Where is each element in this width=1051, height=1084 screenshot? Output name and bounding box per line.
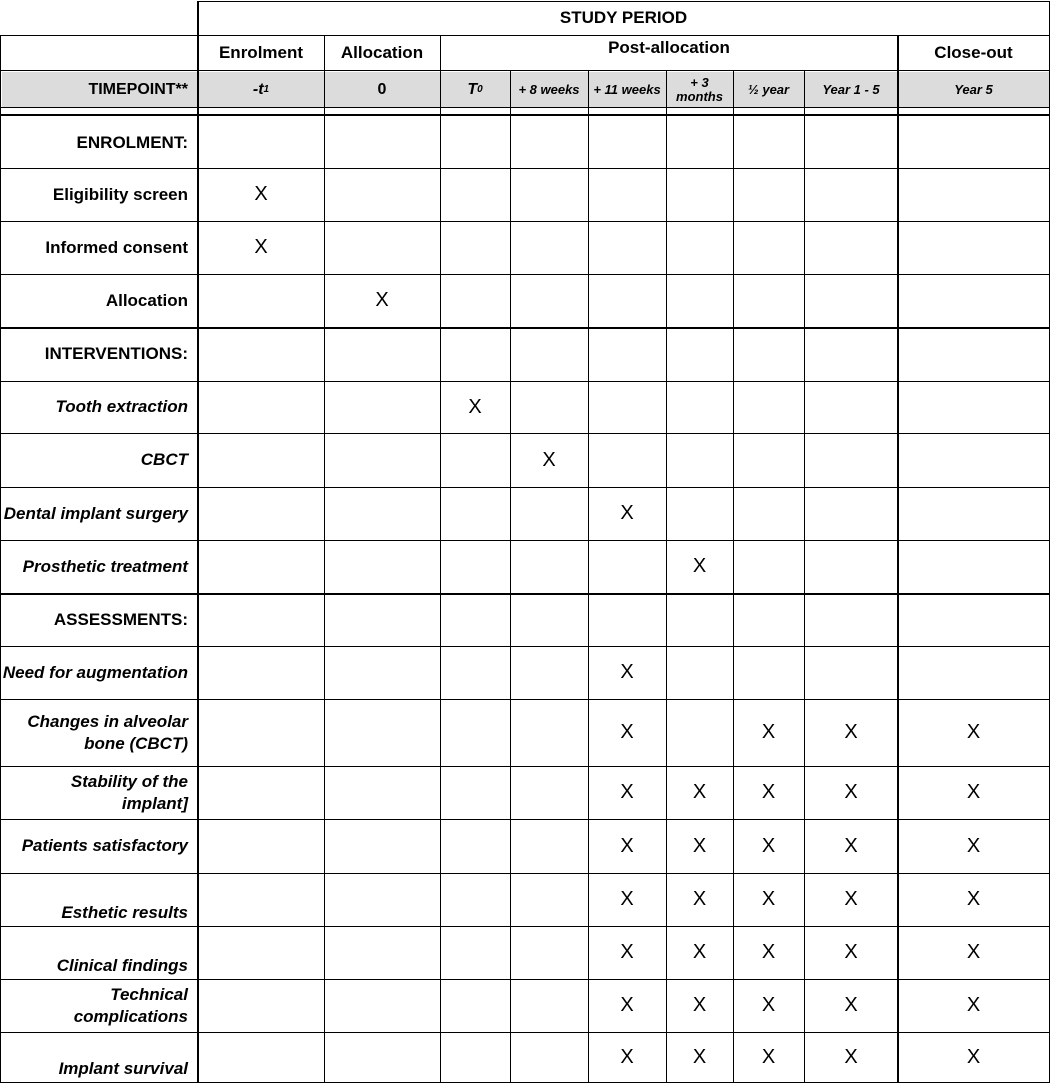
grid-line bbox=[440, 35, 441, 1083]
row-label: Informed consent bbox=[45, 237, 188, 257]
timepoint-cell: T 0 bbox=[440, 72, 510, 107]
schedule-mark: X bbox=[620, 834, 634, 857]
row-label: Allocation bbox=[105, 290, 188, 310]
post-allocation-header: Post-allocation bbox=[608, 38, 730, 57]
row-label: Patients satisfactory bbox=[21, 836, 188, 855]
schedule-mark: X bbox=[692, 781, 707, 803]
schedule-mark: X bbox=[692, 834, 707, 857]
timepoint-cell: Year 5 bbox=[898, 72, 1049, 107]
row-label: Technical complications bbox=[73, 984, 188, 1026]
schedule-mark: X bbox=[844, 721, 858, 743]
grid-line bbox=[0, 766, 1049, 767]
section-heading: ASSESSMENTS: bbox=[53, 609, 188, 629]
row-label: Eligibility screen bbox=[52, 184, 188, 204]
schedule-mark: X bbox=[966, 781, 981, 803]
grid-line bbox=[0, 433, 1049, 434]
grid-line bbox=[897, 35, 899, 1083]
grid-line bbox=[0, 114, 1049, 116]
schedule-mark: X bbox=[375, 289, 389, 311]
grid-line bbox=[0, 926, 1049, 927]
schedule-mark: X bbox=[254, 183, 268, 205]
grid-line bbox=[0, 168, 1049, 169]
grid-line bbox=[0, 70, 1049, 71]
schedule-mark: X bbox=[966, 994, 981, 1016]
grid-line bbox=[0, 873, 1049, 874]
schedule-mark: X bbox=[254, 236, 268, 258]
timepoint-cell: ½ year bbox=[733, 72, 804, 107]
grid-line bbox=[0, 35, 1, 1083]
schedule-mark: X bbox=[844, 781, 858, 803]
row-label: CBCT bbox=[140, 450, 188, 469]
schedule-mark: X bbox=[620, 941, 634, 963]
schedule-mark: X bbox=[966, 721, 981, 743]
allocation-header: Allocation bbox=[340, 43, 424, 62]
row-label: Stability of the implant] bbox=[70, 771, 188, 813]
schedule-mark: X bbox=[468, 395, 482, 418]
schedule-mark: X bbox=[966, 834, 981, 857]
grid-line bbox=[198, 1, 1049, 2]
grid-line bbox=[510, 70, 511, 1083]
schedule-mark: X bbox=[966, 888, 981, 910]
grid-line bbox=[666, 70, 667, 1083]
timepoint-label: TIMEPOINT** bbox=[2, 72, 198, 107]
row-label: Changes in alveolar bone (CBCT) bbox=[27, 711, 188, 753]
schedule-mark: X bbox=[761, 834, 776, 857]
schedule-mark: X bbox=[692, 888, 707, 910]
grid-line bbox=[588, 70, 589, 1083]
schedule-mark: X bbox=[844, 888, 858, 910]
schedule-mark: X bbox=[761, 781, 776, 803]
grid-line bbox=[0, 327, 1049, 329]
schedule-mark: X bbox=[844, 834, 858, 857]
schedule-mark: X bbox=[844, 994, 858, 1016]
grid-line bbox=[0, 646, 1049, 647]
row-label: Tooth extraction bbox=[55, 397, 188, 416]
schedule-mark: X bbox=[966, 941, 981, 963]
grid-line bbox=[0, 1032, 1049, 1033]
timepoint-cell: -t 1 bbox=[198, 72, 324, 107]
grid-line bbox=[0, 819, 1049, 820]
grid-line bbox=[0, 593, 1049, 595]
section-heading: INTERVENTIONS: bbox=[44, 344, 188, 363]
grid-line bbox=[0, 487, 1049, 488]
grid-line bbox=[0, 540, 1049, 541]
schedule-mark: X bbox=[692, 941, 707, 963]
row-label: Dental implant surgery bbox=[3, 503, 188, 523]
grid-line bbox=[0, 274, 1049, 275]
timepoint-cell: + 11 weeks bbox=[588, 72, 666, 107]
schedule-mark: X bbox=[761, 721, 776, 743]
schedule-mark: X bbox=[761, 994, 776, 1016]
schedule-mark: X bbox=[692, 555, 707, 577]
schedule-mark: X bbox=[692, 994, 707, 1016]
schedule-mark: X bbox=[692, 1045, 707, 1068]
grid-line bbox=[324, 35, 325, 1083]
grid-line bbox=[0, 699, 1049, 700]
row-label: Esthetic results bbox=[61, 903, 188, 922]
grid-line bbox=[0, 1082, 1049, 1083]
schedule-mark: X bbox=[966, 1045, 981, 1068]
grid-line bbox=[0, 107, 1049, 108]
schedule-mark: X bbox=[620, 502, 634, 524]
grid-line bbox=[0, 35, 1049, 36]
grid-line bbox=[0, 979, 1049, 980]
grid-line bbox=[804, 70, 805, 1083]
schedule-mark: X bbox=[542, 448, 556, 471]
schedule-mark: X bbox=[761, 941, 776, 963]
schedule-mark: X bbox=[844, 941, 858, 963]
timepoint-cell: Year 1 - 5 bbox=[804, 72, 898, 107]
grid-line bbox=[1049, 1, 1050, 1083]
row-label: Implant survival bbox=[58, 1059, 188, 1078]
row-label: Prosthetic treatment bbox=[22, 556, 188, 576]
grid-line bbox=[0, 381, 1049, 382]
schedule-mark: X bbox=[761, 1045, 776, 1068]
row-label: Clinical findings bbox=[56, 956, 188, 975]
row-label: Need for augmentation bbox=[2, 662, 188, 682]
schedule-mark: X bbox=[761, 888, 776, 910]
schedule-mark: X bbox=[620, 781, 634, 803]
schedule-mark: X bbox=[620, 661, 634, 683]
close-out-header: Close-out bbox=[934, 43, 1013, 62]
grid-line bbox=[0, 221, 1049, 222]
schedule-mark: X bbox=[620, 721, 634, 743]
grid-line bbox=[733, 70, 734, 1083]
schedule-mark: X bbox=[620, 888, 634, 910]
enrolment-header: Enrolment bbox=[218, 43, 304, 62]
schedule-mark: X bbox=[620, 1045, 634, 1068]
timepoint-cell: + 8 weeks bbox=[510, 72, 588, 107]
schedule-mark: X bbox=[620, 994, 634, 1016]
grid-line bbox=[197, 1, 199, 1083]
schedule-mark: X bbox=[844, 1045, 858, 1068]
timepoint-cell: 0 bbox=[324, 72, 440, 107]
timepoint-cell: + 3 months bbox=[666, 72, 733, 107]
study-period-header: STUDY PERIOD bbox=[559, 8, 688, 27]
section-heading: ENROLMENT: bbox=[76, 132, 188, 152]
